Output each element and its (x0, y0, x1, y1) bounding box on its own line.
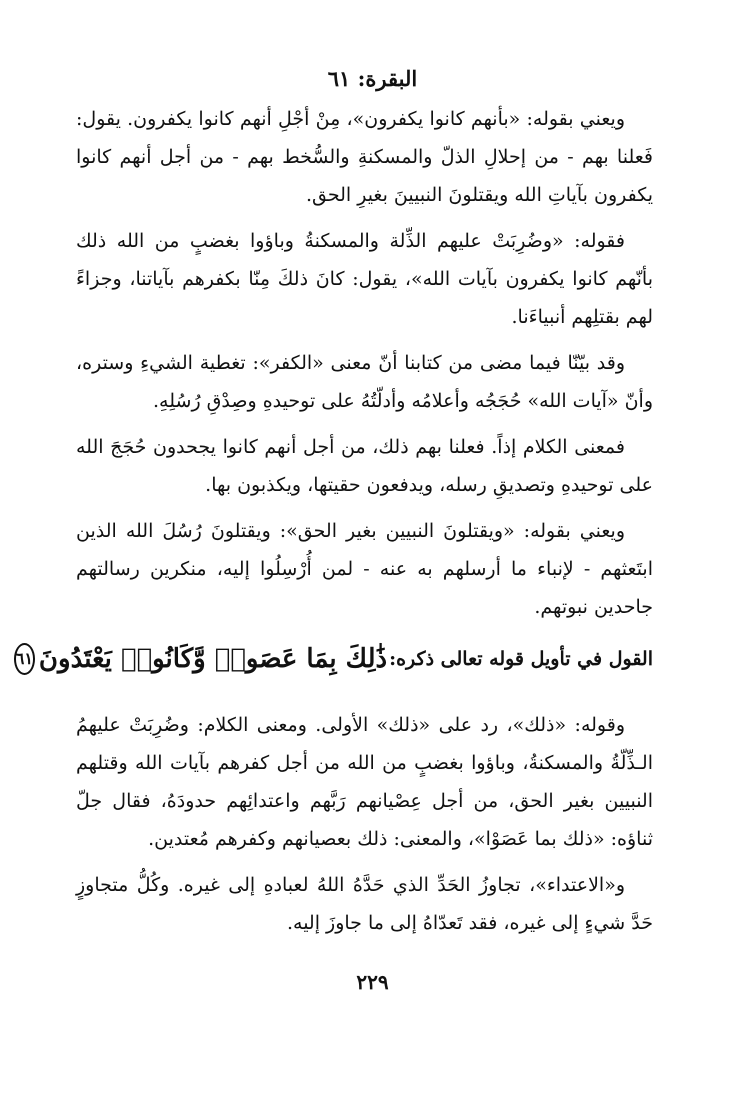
section-heading-text: القول في تأويل قوله تعالى ذكره: (389, 648, 653, 670)
page-number: ٢٢٩ (356, 970, 389, 994)
paragraph-1: ويعني بقوله: «بأنهم كانوا يكفرون»، مِنْ أجْلِ أنهم كانوا يكفرون. يقول: فَعلنا بهم - من إحلالِ الذلّ والمسكنةِ والسُّخط بهم - من أجل أنهم كانوا يكفرون بآياتِ الله ويقتلونَ النبيينَ بغيرِ الحق. (76, 108, 653, 206)
ayah-number-badge: ٦١ (14, 643, 35, 675)
running-header: البقرة: ٦١ (327, 66, 418, 91)
paragraph-6: وقوله: «ذلك»، رد على «ذلك» الأولى. ومعنى الكلام: وضُرِبَتْ عليهمُ الـذِّلّةُ والمسكنةُ، وباؤوا بغضبٍ من الله من أجل كفرهم بآيات الله وقتلهم النبيين بغير الحق، من أجل عِصْيانهم رَبَّهم واعتدائِهم حدودَهُ، فقال جلّ ثناؤه: «ذلك بما عَصَوْا»، والمعنى: ذلك بعصيانهم وكفرهم مُعتدين. (76, 714, 653, 850)
paragraph-2: فقوله: «وضُرِبَتْ عليهم الذِّلة والمسكنةُ وباؤوا بغضبٍ من الله ذلك بأنّهم كانوا يكفرون بآيات الله»، يقول: كانَ ذلكَ مِنّا بكفرهم بآياتنا، وجزاءً لهم بقتلِهم أنبياءَنا. (76, 230, 653, 328)
paragraph-7: و«الاعتداء»، تجاوزُ الحَدِّ الذي حَدَّهُ اللهُ لعبادهِ إلى غيره. وكُلُّ متجاوزٍ حَدَّ شيءٍ إلى غيره، فقد تَعدّاهُ إلى ما جاوزَ إليه. (76, 874, 653, 934)
paragraph-4: فمعنى الكلام إذاً. فعلنا بهم ذلك، من أجل أنهم كانوا يجحدون حُجَجَ الله على توحيدهِ وتصديقِ رسله، ويدفعون حقيتها، ويكذبون بها. (76, 436, 653, 496)
page-body (15, 100, 653, 950)
paragraph-3: وقد بيّنّا فيما مضى من كتابنا أنّ معنى «الكفر»: تغطية الشيءِ وستره، وأنّ «آيات الله» حُجَجُه وأعلامُه وأدلّتُهُ على توحيدهِ وصِدْقِ رُسُلِهِ. (76, 352, 653, 412)
paragraph-5: ويعني بقوله: «ويقتلونَ النبيين بغير الحق»: ويقتلونَ رُسُلَ الله الذين ابتَعثهم - لإنباء ما أرسلهم به عنه - لمن أُرْسِلُوا إليه، منكرين رسالتهم جاحدين نبوتهم. (76, 520, 653, 618)
section-heading (15, 634, 653, 684)
quran-verse: ذَٰلِكَ بِمَا عَصَوا۟ وَّكَانُوا۟ يَعْتَدُونَ (38, 644, 388, 674)
